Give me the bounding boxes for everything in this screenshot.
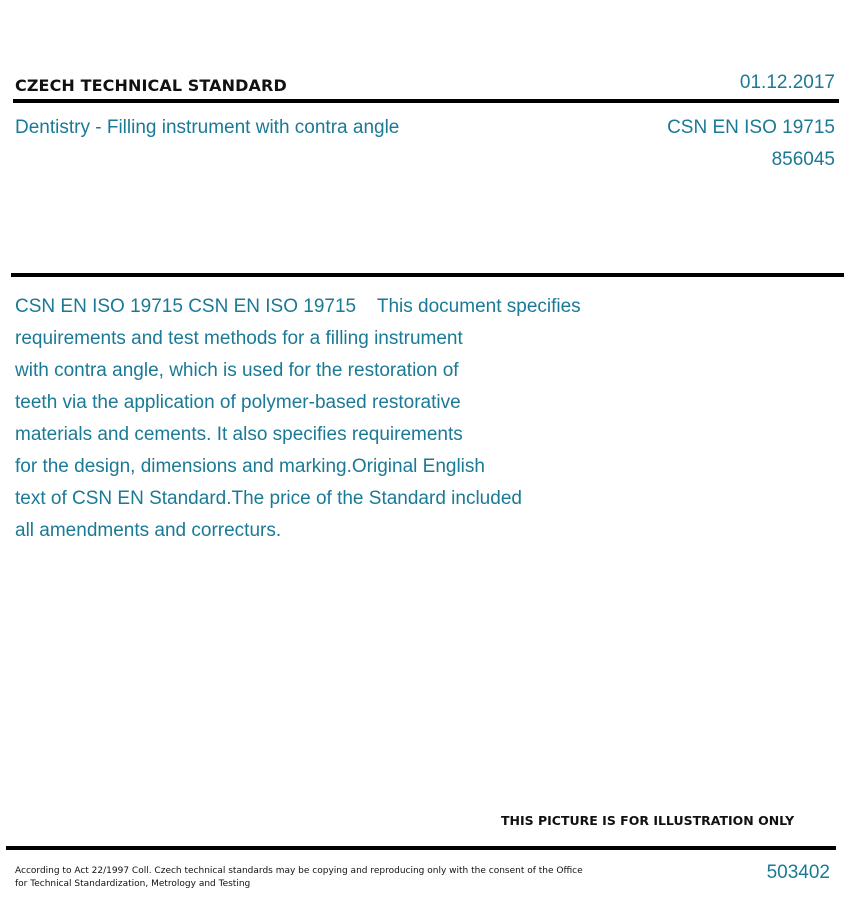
legal-notice-line: for Technical Standardization, Metrology and Testing	[15, 879, 251, 889]
illustration-note: THIS PICTURE IS FOR ILLUSTRATION ONLY	[501, 813, 795, 828]
legal-notice-line: According to Act 22/1997 Coll. Czech technical standards may be copying and reproducing only with the consent of the Office	[15, 866, 583, 876]
description-line: requirements and test methods for a filling instrument	[15, 328, 463, 349]
document-heading: CZECH TECHNICAL STANDARD	[15, 76, 287, 95]
description-line: materials and cements. It also specifies requirements	[15, 424, 463, 445]
description-line: with contra angle, which is used for the restoration of	[15, 360, 459, 381]
footer-divider	[6, 846, 836, 850]
section-divider	[11, 273, 844, 277]
standard-title: Dentistry - Filling instrument with contra angle	[15, 117, 400, 138]
standard-code: CSN EN ISO 19715	[667, 117, 835, 138]
description-line: teeth via the application of polymer-based restorative	[15, 392, 461, 413]
header-divider	[13, 99, 839, 103]
standard-description	[15, 291, 581, 547]
description-line: for the design, dimensions and marking.Original English	[15, 456, 485, 477]
catalog-code: 503402	[766, 862, 830, 883]
issue-date: 01.12.2017	[739, 72, 835, 93]
legal-notice	[15, 865, 583, 891]
description-line: CSN EN ISO 19715 CSN EN ISO 19715 This document specifies	[15, 296, 581, 317]
standard-number: 856045	[771, 149, 835, 170]
description-line: all amendments and correcturs.	[15, 520, 282, 541]
description-line: text of CSN EN Standard.The price of the Standard included	[15, 488, 522, 509]
